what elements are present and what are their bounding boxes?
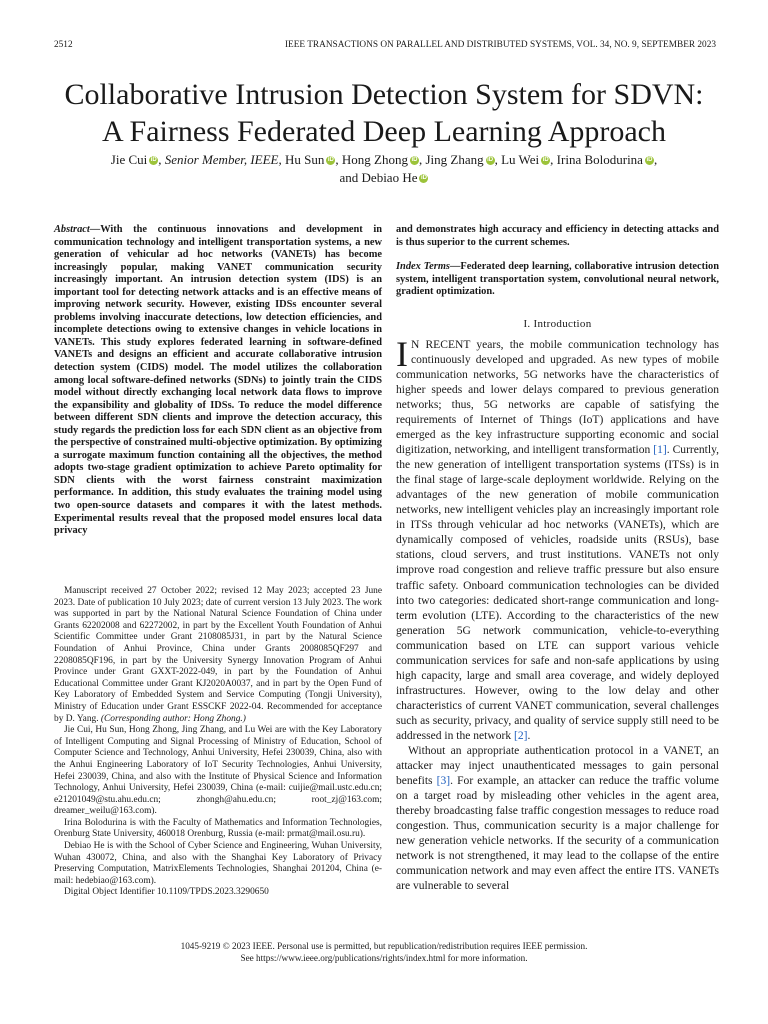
author-name: Lu Wei bbox=[501, 152, 540, 167]
page-number: 2512 bbox=[54, 40, 73, 50]
citation-link[interactable]: [1] bbox=[653, 444, 667, 457]
drop-cap: I bbox=[396, 334, 408, 374]
title-line-2: A Fairness Federated Deep Learning Approach bbox=[102, 115, 666, 148]
citation-link[interactable]: [3] bbox=[436, 774, 451, 787]
index-terms-text: —Federated deep learning, collaborative intrusion detection system, intelligent transportation system, convolutional neural network, gradient optimization. bbox=[396, 261, 719, 298]
author-name: Hu Sun bbox=[284, 152, 325, 167]
paper-title bbox=[30, 76, 738, 150]
copyright-line: 1045-9219 © 2023 IEEE. Personal use is permitted, but republication/redistribution requires IEEE permission. bbox=[180, 941, 588, 951]
author-name: and Debiao He bbox=[339, 170, 418, 185]
orcid-icon[interactable]: iD bbox=[542, 157, 549, 163]
index-terms-label: Index Terms bbox=[396, 261, 450, 272]
footnote bbox=[54, 586, 382, 899]
author-name: Hong Zhong bbox=[341, 152, 408, 167]
footnote-affiliation: Jie Cui, Hu Sun, Hong Zhong, Jing Zhang, and Lu Wei are with the Key Laboratory of Intelligent Computing and Signal Processing of Ministry of Education, School of Computer Science and Technology, Anhui University, Hefei 230039, China, also with the Anhui Engineering Laboratory of IoT Security Technologies, Anhui University, Hefei 230039, China, and also with the Institute of Physical Science and Information Technology, Anhui University, Hefei 230039, China (e-mail: cuijie@mail.ustc.edu.cn; e21201049@stu.ahu.edu.cn; zhongh@ahu.edu.cn; root_zj@163.com; dreamer_weilu@163.com). bbox=[54, 725, 382, 817]
abstract-text: —With the continuous innovations and development in communication technology and intelligent transportation systems, a new generation of vehicular ad hoc networks (VANETs) has become increasingly popular, making VANET communication security increasingly important. An intrusion detection system (IDS) is an important tool for detecting network attacks and is an effective means of improving network security. However, existing IDSs encounter several problems involving inaccurate detections, low detection efficiencies, and incomplete detections owing to extensive changes in vehicle locations in VANETs. This study explores federated learning in software-defined VANETs and designs an efficient and accurate collaborative intrusion detection system (CIDS) model. The model utilizes the collaboration among local software-defined networks (SDNs) to jointly train the CIDS model without directly exchanging local network data flows to improve the expansibility and globality of IDSs. To reduce the model difference between different SDN clients and improve the detection accuracy, this study regards the prediction loss for each SDN client as an objective from the perspective of constrained multi-objective optimization. By optimizing a surrogate maximum function containing all the objectives, the method adopts two-stage gradient optimization to achieve Pareto optimality for SDN clients with the worst fairness constraint maximization performance. In addition, this study evaluates the training model using two open-source datasets and compares it with the latest methods. Experimental results reveal that the proposed model ensures local data privacy bbox=[54, 224, 382, 537]
orcid-icon[interactable]: iD bbox=[420, 175, 427, 181]
intro-paragraph-2: Without an appropriate authentication protocol in a VANET, an attacker may inject unauthenticated messages to gain personal benefits [3]. For example, an attacker can reduce the traffic volume on a target road by misleading other vehicles in the agent area, thereby broadcasting false traffic congestion messages to reduce road congestion. Thus, communication security is a major challenge for new generation vehicle networks. If the security of a communication network is not strengthened, it may lead to the collapse of the entire communication network and may even affect the entire ITS. VANETs are vulnerable to several bbox=[396, 744, 719, 893]
journal-name: IEEE TRANSACTIONS ON PARALLEL AND DISTRIBUTED SYSTEMS, VOL. 34, NO. 9, SEPTEMBER 2023 bbox=[284, 40, 716, 50]
footnote-affiliation: Debiao He is with the School of Cyber Science and Engineering, Wuhan University, Wuhan 430072, China, and also with the Shanghai Key Laboratory of Privacy Preserving Computation, MatrixElements Technologies, Shanghai 201204, China (e-mail: hedebiao@163.com). bbox=[54, 841, 382, 886]
abstract-continuation: and demonstrates high accuracy and efficiency in detecting attacks and is thus superior to the current schemes. bbox=[396, 224, 719, 248]
orcid-icon[interactable]: iD bbox=[646, 157, 653, 163]
section-heading: I. Introduction bbox=[523, 318, 592, 330]
copyright-footer bbox=[40, 940, 728, 964]
rights-line: See https://www.ieee.org/publications/rights/index.html for more information. bbox=[240, 953, 528, 963]
orcid-icon[interactable]: iD bbox=[487, 157, 494, 163]
citation-link[interactable]: [2] bbox=[514, 729, 528, 742]
index-terms bbox=[396, 261, 719, 299]
footnote-doi: Digital Object Identifier 10.1109/TPDS.2023.3290650 bbox=[64, 887, 269, 898]
author-name: Jie Cui bbox=[110, 152, 148, 167]
intro-paragraph-1: I N RECENT years, the mobile communication technology has continuously developed and upgraded. As new types of mobile communication networks, 5G networks have the characteristics of higher speeds and lower delays compared to previous generation networks; thus, 5G networks are capable of satisfying the requirements of Internet of Things (IoT) applications and have emerged as the key infrastructure supporting economic and social digitization, networking, and intelligent transformation [1]. Currently, the new generation of intelligent transportation systems (ITSs) is in the final stage of large-scale deployment worldwide. Relying on the advantages of the new generation of mobile communication networks, new intelligent vehicles play an increasingly important role in ITSs through vehicular ad hoc networks (VANETs), which are dynamically composed of vehicles, roadside units (RSUs), base stations, cloud servers, and trust institutions. VANETs not only improve road congestion and relieve traffic pressure but also ensure traffic safety. Onboard communication technologies can be divided into two categories: dedicated short-range communication and long-term evolution (LTE). According to the characteristics of the new generation 5G network communication, vehicle-to-everything communication based on LTE can support various vehicle communication services for safe and non-safe applications by using high capacity, large and small area coverage, and widely deployed infrastructures. However, owing to the low delay and other characteristics of current VANET communication, several challenges such as security, privacy, and quality of service supply still need to be addressed in the network [2]. bbox=[396, 334, 719, 742]
author-name: Irina Bolodurina bbox=[556, 152, 643, 167]
introduction-body bbox=[396, 334, 719, 894]
running-header bbox=[54, 40, 716, 54]
footnote-affiliation: Irina Bolodurina is with the Faculty of Mathematics and Information Technologies, Orenburg State University, 460018 Orenburg, Russia (e-mail: prmat@mail.osu.ru). bbox=[54, 817, 382, 840]
author-name: Jing Zhang bbox=[425, 152, 484, 167]
orcid-icon[interactable]: iD bbox=[411, 157, 418, 163]
author-list: Jie Cui iD , Senior Member, IEEE, Hu Sun iD , Hong Zhong iD , Jing Zhang iD , Lu Wei iD , Irina Bolodurina iD , and Debiao He iD bbox=[110, 152, 658, 185]
abstract-label: Abstract bbox=[54, 224, 90, 235]
footnote-manuscript: Manuscript received 27 October 2022; revised 12 May 2023; accepted 23 June 2023. Date of publication 10 July 2023; date of current version 13 July 2023. The work was supported in part by the National Natural Science Foundation of China under Grants 62202008 and 62272002, in part by the Excellent Youth Foundation of Anhui Scientific Committee under Grant 2108085J31, in part by the Natural Science Foundation of Anhui Province, China under Grants 2008085QF297 and 2208085QF196, in part by the University Synergy Innovation Program of Anhui Province under Grant GXXT-2022-049, in part by the Foundation of Anhui Educational Committee under Grant KJ2020A0037, and in part by the Open Fund of Key Laboratory of Embedded System and Service Computing (Tongji University), Ministry of Education under Grant ESSCKF 2022-04. Recommended for acceptance by D. Yang. (Corresponding author: Hong Zhong.) bbox=[54, 586, 382, 724]
title-line-1: Collaborative Intrusion Detection System for SDVN: bbox=[64, 78, 704, 111]
author-role: , Senior Member, IEEE, bbox=[158, 152, 282, 167]
orcid-icon[interactable]: iD bbox=[327, 157, 334, 163]
orcid-icon[interactable]: iD bbox=[150, 157, 157, 163]
abstract bbox=[54, 224, 382, 538]
